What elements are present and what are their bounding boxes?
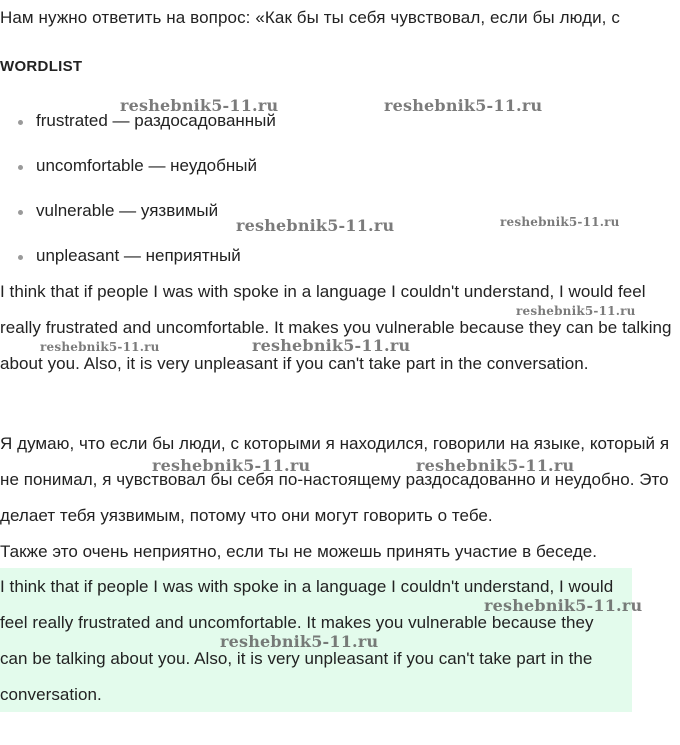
bullet-icon bbox=[18, 165, 23, 170]
watermark: reshebnik5-11.ru bbox=[120, 96, 279, 115]
watermark: reshebnik5-11.ru bbox=[384, 96, 543, 115]
watermark: reshebnik5-11.ru bbox=[40, 340, 160, 354]
watermark: reshebnik5-11.ru bbox=[152, 456, 311, 475]
watermark: reshebnik5-11.ru bbox=[220, 632, 379, 651]
bullet-icon bbox=[18, 210, 23, 215]
watermark: reshebnik5-11.ru bbox=[416, 456, 575, 475]
wordlist bbox=[0, 108, 276, 288]
watermark: reshebnik5-11.ru bbox=[516, 304, 636, 318]
wordlist-item-text: uncomfortable — неудобный bbox=[36, 156, 257, 175]
highlighted-answer-text: I think that if people I was with spoke in a language I couldn't understand, I would feel really frustrated and uncomfortable. It makes you vulnerable because they can be talking about you. Also, it is very unpleasant if you can't take part in the conversation. bbox=[0, 577, 614, 704]
list-item bbox=[0, 153, 276, 198]
answer-english: I think that if people I was with spoke in a language I couldn't understand, I would feel really frustrated and uncomfortable. It makes you vulnerable because they can be talking about you. Also, it is very unpleasant if you can't take part in the conversation. bbox=[0, 282, 672, 373]
watermark: reshebnik5-11.ru bbox=[252, 336, 411, 355]
wordlist-item-text: frustrated — раздосадованный bbox=[36, 111, 276, 130]
watermark: reshebnik5-11.ru bbox=[236, 216, 395, 235]
bullet-icon bbox=[18, 120, 23, 125]
watermark: reshebnik5-11.ru bbox=[484, 596, 643, 615]
wordlist-title: WORDLIST bbox=[0, 58, 83, 75]
question-text: Нам нужно ответить на вопрос: «Как бы ты себя чувствовал, если бы люди, с bbox=[0, 8, 620, 27]
list-item bbox=[0, 198, 276, 243]
wordlist-item-text: unpleasant — неприятный bbox=[36, 246, 241, 265]
answer-russian-continued: Также это очень неприятно, если ты не можешь принять участие в беседе. bbox=[0, 542, 597, 561]
wordlist-item-text: vulnerable — уязвимый bbox=[36, 201, 219, 220]
answer-russian: Я думаю, что если бы люди, с которыми я находился, говорили на языке, который я не понимал, я чувствовал бы себя по-настоящему раздосадованно и неудобно. Это делает тебя уязвимым, потому что они могут говорить о тебе. bbox=[0, 434, 670, 525]
watermark: reshebnik5-11.ru bbox=[500, 215, 620, 229]
bullet-icon bbox=[18, 255, 23, 260]
